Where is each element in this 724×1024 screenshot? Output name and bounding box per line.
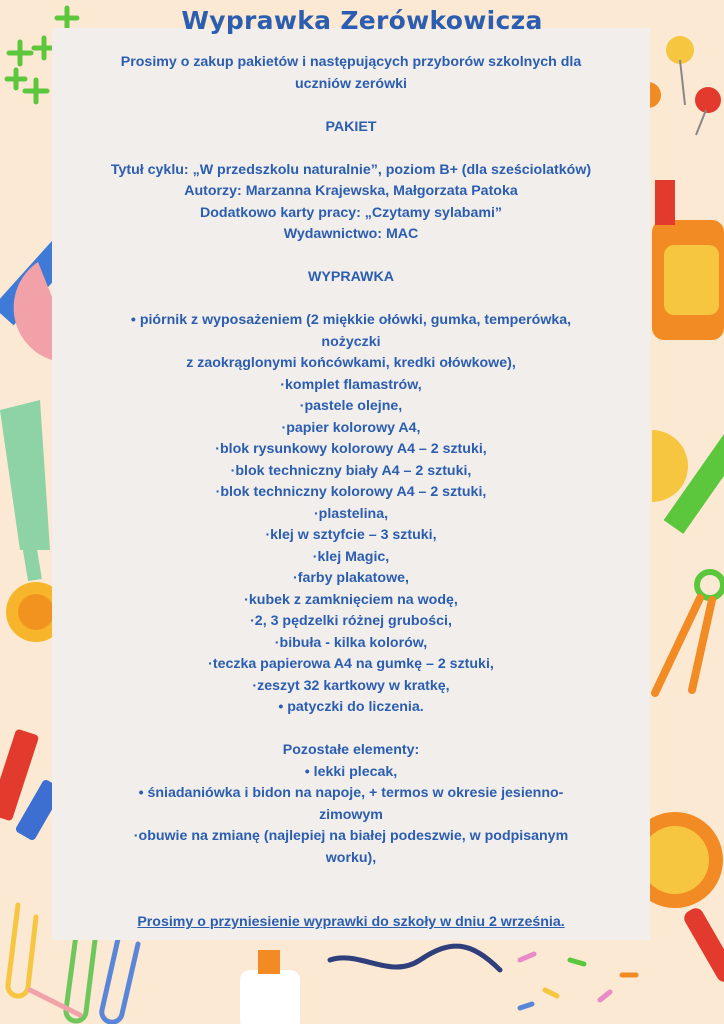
document-body	[52, 52, 650, 934]
protractor-yellow-icon	[652, 430, 688, 502]
wyprawka-heading: WYPRAWKA	[308, 269, 394, 285]
list-item: ·kubek z zamknięciem na wodę,	[244, 591, 458, 608]
list-item: z zaokrąglonymi końcówkami, kredki ołówkowe),	[186, 355, 516, 371]
list-item: ·blok rysunkowy kolorowy A4 – 2 sztuki,	[215, 441, 487, 457]
footer-note: Prosimy o przyniesienie wyprawki do szkoły w dniu 2 września.	[137, 914, 565, 930]
list-item: ·komplet flamastrów,	[280, 376, 422, 393]
list-item: • śniadaniówka i bidon na napoje, + termos w okresie jesienno-	[138, 785, 564, 801]
pakiet-heading: PAKIET	[325, 118, 377, 135]
list-item: ·obuwie na zmianę (najlepiej na białej podeszwie, w podpisanym	[133, 828, 569, 844]
list-item: • piórnik z wyposażeniem (2 miękkie ołówki, gumka, temperówka,	[130, 312, 572, 328]
list-item: zimowym	[319, 806, 383, 823]
list-item: ·bibuła - kilka kolorów,	[274, 634, 428, 651]
confetti-decoration	[330, 946, 636, 1008]
pakiet-line: Dodatkowo karty pracy: „Czytamy sylabami”	[200, 204, 502, 221]
glue-bottle-icon	[652, 180, 724, 340]
list-item: ·farby plakatowe,	[293, 570, 409, 586]
list-item: ·klej Magic,	[312, 548, 390, 565]
list-item: ·papier kolorowy A4,	[281, 419, 421, 436]
list-item: • lekki plecak,	[304, 763, 398, 780]
pakiet-line: Autorzy: Marzanna Krajewska, Małgorzata Patoka	[184, 183, 518, 199]
pakiet-line: Tytuł cyklu: „W przedszkolu naturalnie”, poziom B+ (dla sześciolatków)	[110, 161, 592, 178]
intro-line: uczniów zerówki	[295, 75, 407, 92]
pozostale-heading: Pozostałe elementy:	[282, 742, 420, 758]
list-item: ·pastele olejne,	[299, 398, 403, 414]
list-item: ·zeszyt 32 kartkowy w kratkę,	[252, 677, 450, 694]
list-item: ·teczka papierowa A4 na gumkę – 2 sztuki,	[208, 656, 494, 672]
list-item: nożyczki	[321, 333, 381, 350]
glue-bottle-bottom-icon	[240, 950, 300, 1024]
list-item: worku),	[325, 849, 377, 866]
list-item: ·klej w sztyfcie – 3 sztuki,	[265, 527, 437, 543]
list-item: ·blok techniczny kolorowy A4 – 2 sztuki,	[215, 484, 487, 500]
list-item: ·blok techniczny biały A4 – 2 sztuki,	[230, 462, 472, 479]
page-title: Wyprawka Zerówkowicza	[181, 6, 543, 35]
list-item: ·plastelina,	[313, 505, 389, 522]
list-item: • patyczki do liczenia.	[278, 699, 424, 715]
list-item: ·2, 3 pędzelki różnej grubości,	[250, 613, 452, 629]
intro-line: Prosimy o zakup pakietów i następujących przyborów szkolnych dla	[120, 54, 582, 70]
pakiet-line: Wydawnictwo: MAC	[283, 226, 419, 242]
scissors-icon	[655, 572, 723, 693]
